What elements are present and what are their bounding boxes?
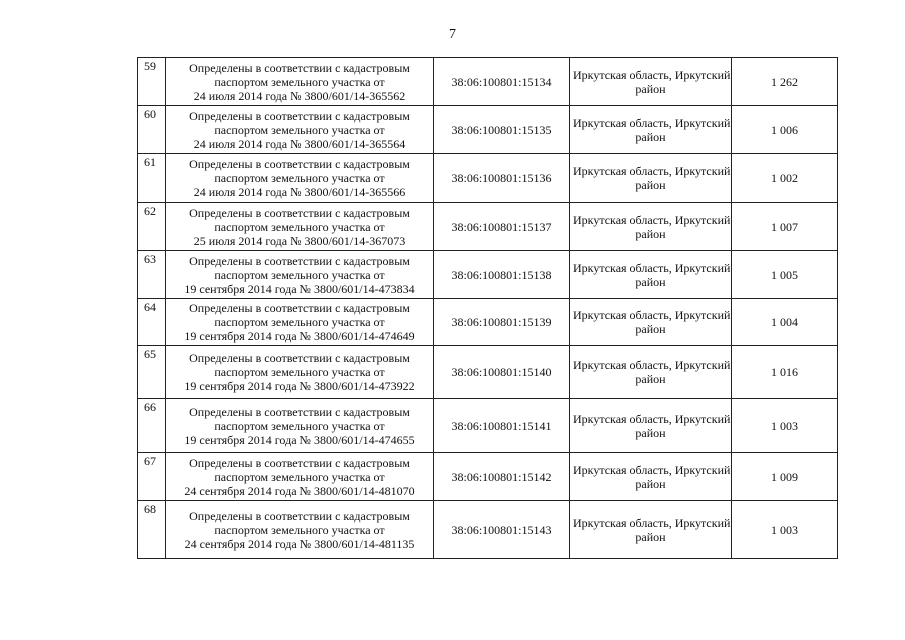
table-row	[138, 154, 838, 203]
cadastral-number: 38:06:100801:15140	[434, 346, 570, 399]
location	[570, 299, 732, 346]
cadastral-number: 38:06:100801:15134	[434, 58, 570, 106]
basis-description	[166, 154, 434, 203]
location-line: район	[635, 81, 666, 96]
row-number: 62	[138, 203, 166, 251]
location-line: район	[635, 425, 666, 440]
row-number: 63	[138, 251, 166, 299]
basis-description-line: 24 июля 2014 года № 3800/601/14-365564	[193, 136, 406, 151]
basis-description-line: Определены в соответствии с кадастровым	[189, 404, 410, 419]
location-line: Иркутская область, Иркутский	[573, 308, 731, 322]
basis-description-line: 19 сентября 2014 года № 3800/601/14-473834	[184, 281, 415, 296]
location-line: район	[635, 529, 666, 544]
row-number: 65	[138, 346, 166, 399]
basis-description-line: паспортом земельного участка от	[214, 315, 385, 329]
cadastral-number: 38:06:100801:15143	[434, 501, 570, 559]
basis-description-line: 24 июля 2014 года № 3800/601/14-365562	[193, 88, 406, 103]
basis-description-line: паспортом земельного участка от	[214, 267, 385, 282]
location	[570, 106, 732, 154]
table-row	[138, 58, 838, 106]
table-row	[138, 501, 838, 559]
table-body	[138, 58, 838, 559]
basis-description-line: паспортом земельного участка от	[214, 74, 385, 89]
area: 1 262	[732, 58, 838, 106]
area: 1 009	[732, 453, 838, 501]
basis-description	[166, 346, 434, 399]
basis-description-line: 24 июля 2014 года № 3800/601/14-365566	[193, 185, 406, 199]
row-number: 59	[138, 58, 166, 106]
cadastral-number: 38:06:100801:15139	[434, 299, 570, 346]
table-row	[138, 251, 838, 299]
row-number: 68	[138, 501, 166, 559]
basis-description	[166, 203, 434, 251]
basis-description-line: паспортом земельного участка от	[214, 418, 385, 433]
location	[570, 251, 732, 299]
basis-description-line: Определены в соответствии с кадастровым	[189, 301, 410, 315]
area: 1 007	[732, 203, 838, 251]
basis-description-line: паспортом земельного участка от	[214, 122, 385, 137]
land-plots-table	[137, 57, 838, 559]
basis-description	[166, 501, 434, 559]
basis-description	[166, 251, 434, 299]
location-line: Иркутская область, Иркутский	[573, 515, 731, 530]
page-number: 7	[449, 27, 456, 42]
area: 1 005	[732, 251, 838, 299]
location	[570, 58, 732, 106]
location-line: Иркутская область, Иркутский	[573, 462, 731, 477]
location	[570, 346, 732, 399]
area: 1 003	[732, 399, 838, 453]
location-line: район	[635, 476, 666, 491]
basis-description-line: 25 июля 2014 года № 3800/601/14-367073	[193, 233, 406, 248]
cadastral-number: 38:06:100801:15135	[434, 106, 570, 154]
location-line: Иркутская область, Иркутский	[573, 260, 731, 275]
location	[570, 501, 732, 559]
basis-description-line: Определены в соответствии с кадастровым	[189, 205, 410, 220]
basis-description	[166, 453, 434, 501]
basis-description-line: паспортом земельного участка от	[214, 469, 385, 484]
location-line: Иркутская область, Иркутский	[573, 212, 731, 227]
location-line: район	[635, 178, 666, 192]
cadastral-number: 38:06:100801:15142	[434, 453, 570, 501]
area: 1 004	[732, 299, 838, 346]
basis-description	[166, 299, 434, 346]
location-line: Иркутская область, Иркутский	[573, 67, 731, 82]
cadastral-number: 38:06:100801:15141	[434, 399, 570, 453]
location-line: Иркутская область, Иркутский	[573, 358, 731, 372]
location-line: район	[635, 274, 666, 289]
row-number: 67	[138, 453, 166, 501]
area: 1 016	[732, 346, 838, 399]
table-row	[138, 299, 838, 346]
basis-description-line: 24 сентября 2014 года № 3800/601/14-481135	[184, 536, 415, 551]
location-line: район	[635, 372, 666, 386]
location-line: Иркутская область, Иркутский	[573, 115, 731, 130]
basis-description-line: 19 сентября 2014 года № 3800/601/14-474655	[184, 432, 415, 447]
basis-description-line: паспортом земельного участка от	[214, 171, 385, 185]
table-row	[138, 346, 838, 399]
location	[570, 154, 732, 203]
location-line: район	[635, 129, 666, 144]
row-number: 66	[138, 399, 166, 453]
basis-description-line: паспортом земельного участка от	[214, 219, 385, 234]
basis-description	[166, 58, 434, 106]
location-line: Иркутская область, Иркутский	[573, 164, 731, 178]
basis-description-line: 19 сентября 2014 года № 3800/601/14-474649	[184, 329, 415, 343]
location	[570, 453, 732, 501]
basis-description-line: Определены в соответствии с кадастровым	[189, 108, 410, 123]
basis-description-line: Определены в соответствии с кадастровым	[189, 253, 410, 268]
table-row	[138, 453, 838, 501]
basis-description-line: Определены в соответствии с кадастровым	[189, 455, 410, 470]
row-number: 61	[138, 154, 166, 203]
row-number: 60	[138, 106, 166, 154]
row-number: 64	[138, 299, 166, 346]
basis-description-line: Определены в соответствии с кадастровым	[189, 508, 410, 523]
basis-description-line: паспортом земельного участка от	[214, 365, 385, 379]
table-row	[138, 106, 838, 154]
basis-description-line: паспортом земельного участка от	[214, 522, 385, 537]
table-row	[138, 399, 838, 453]
basis-description-line: Определены в соответствии с кадастровым	[189, 157, 410, 171]
basis-description	[166, 106, 434, 154]
table-row	[138, 203, 838, 251]
location	[570, 203, 732, 251]
cadastral-number: 38:06:100801:15137	[434, 203, 570, 251]
location	[570, 399, 732, 453]
area: 1 002	[732, 154, 838, 203]
basis-description	[166, 399, 434, 453]
basis-description-line: 19 сентября 2014 года № 3800/601/14-473922	[184, 379, 415, 393]
cadastral-number: 38:06:100801:15136	[434, 154, 570, 203]
basis-description-line: Определены в соответствии с кадастровым	[189, 351, 410, 365]
basis-description-line: 24 сентября 2014 года № 3800/601/14-481070	[184, 483, 415, 498]
location-line: Иркутская область, Иркутский	[573, 411, 731, 426]
cadastral-number: 38:06:100801:15138	[434, 251, 570, 299]
area: 1 006	[732, 106, 838, 154]
area: 1 003	[732, 501, 838, 559]
basis-description-line: Определены в соответствии с кадастровым	[189, 60, 410, 75]
location-line: район	[635, 322, 666, 336]
location-line: район	[635, 226, 666, 241]
